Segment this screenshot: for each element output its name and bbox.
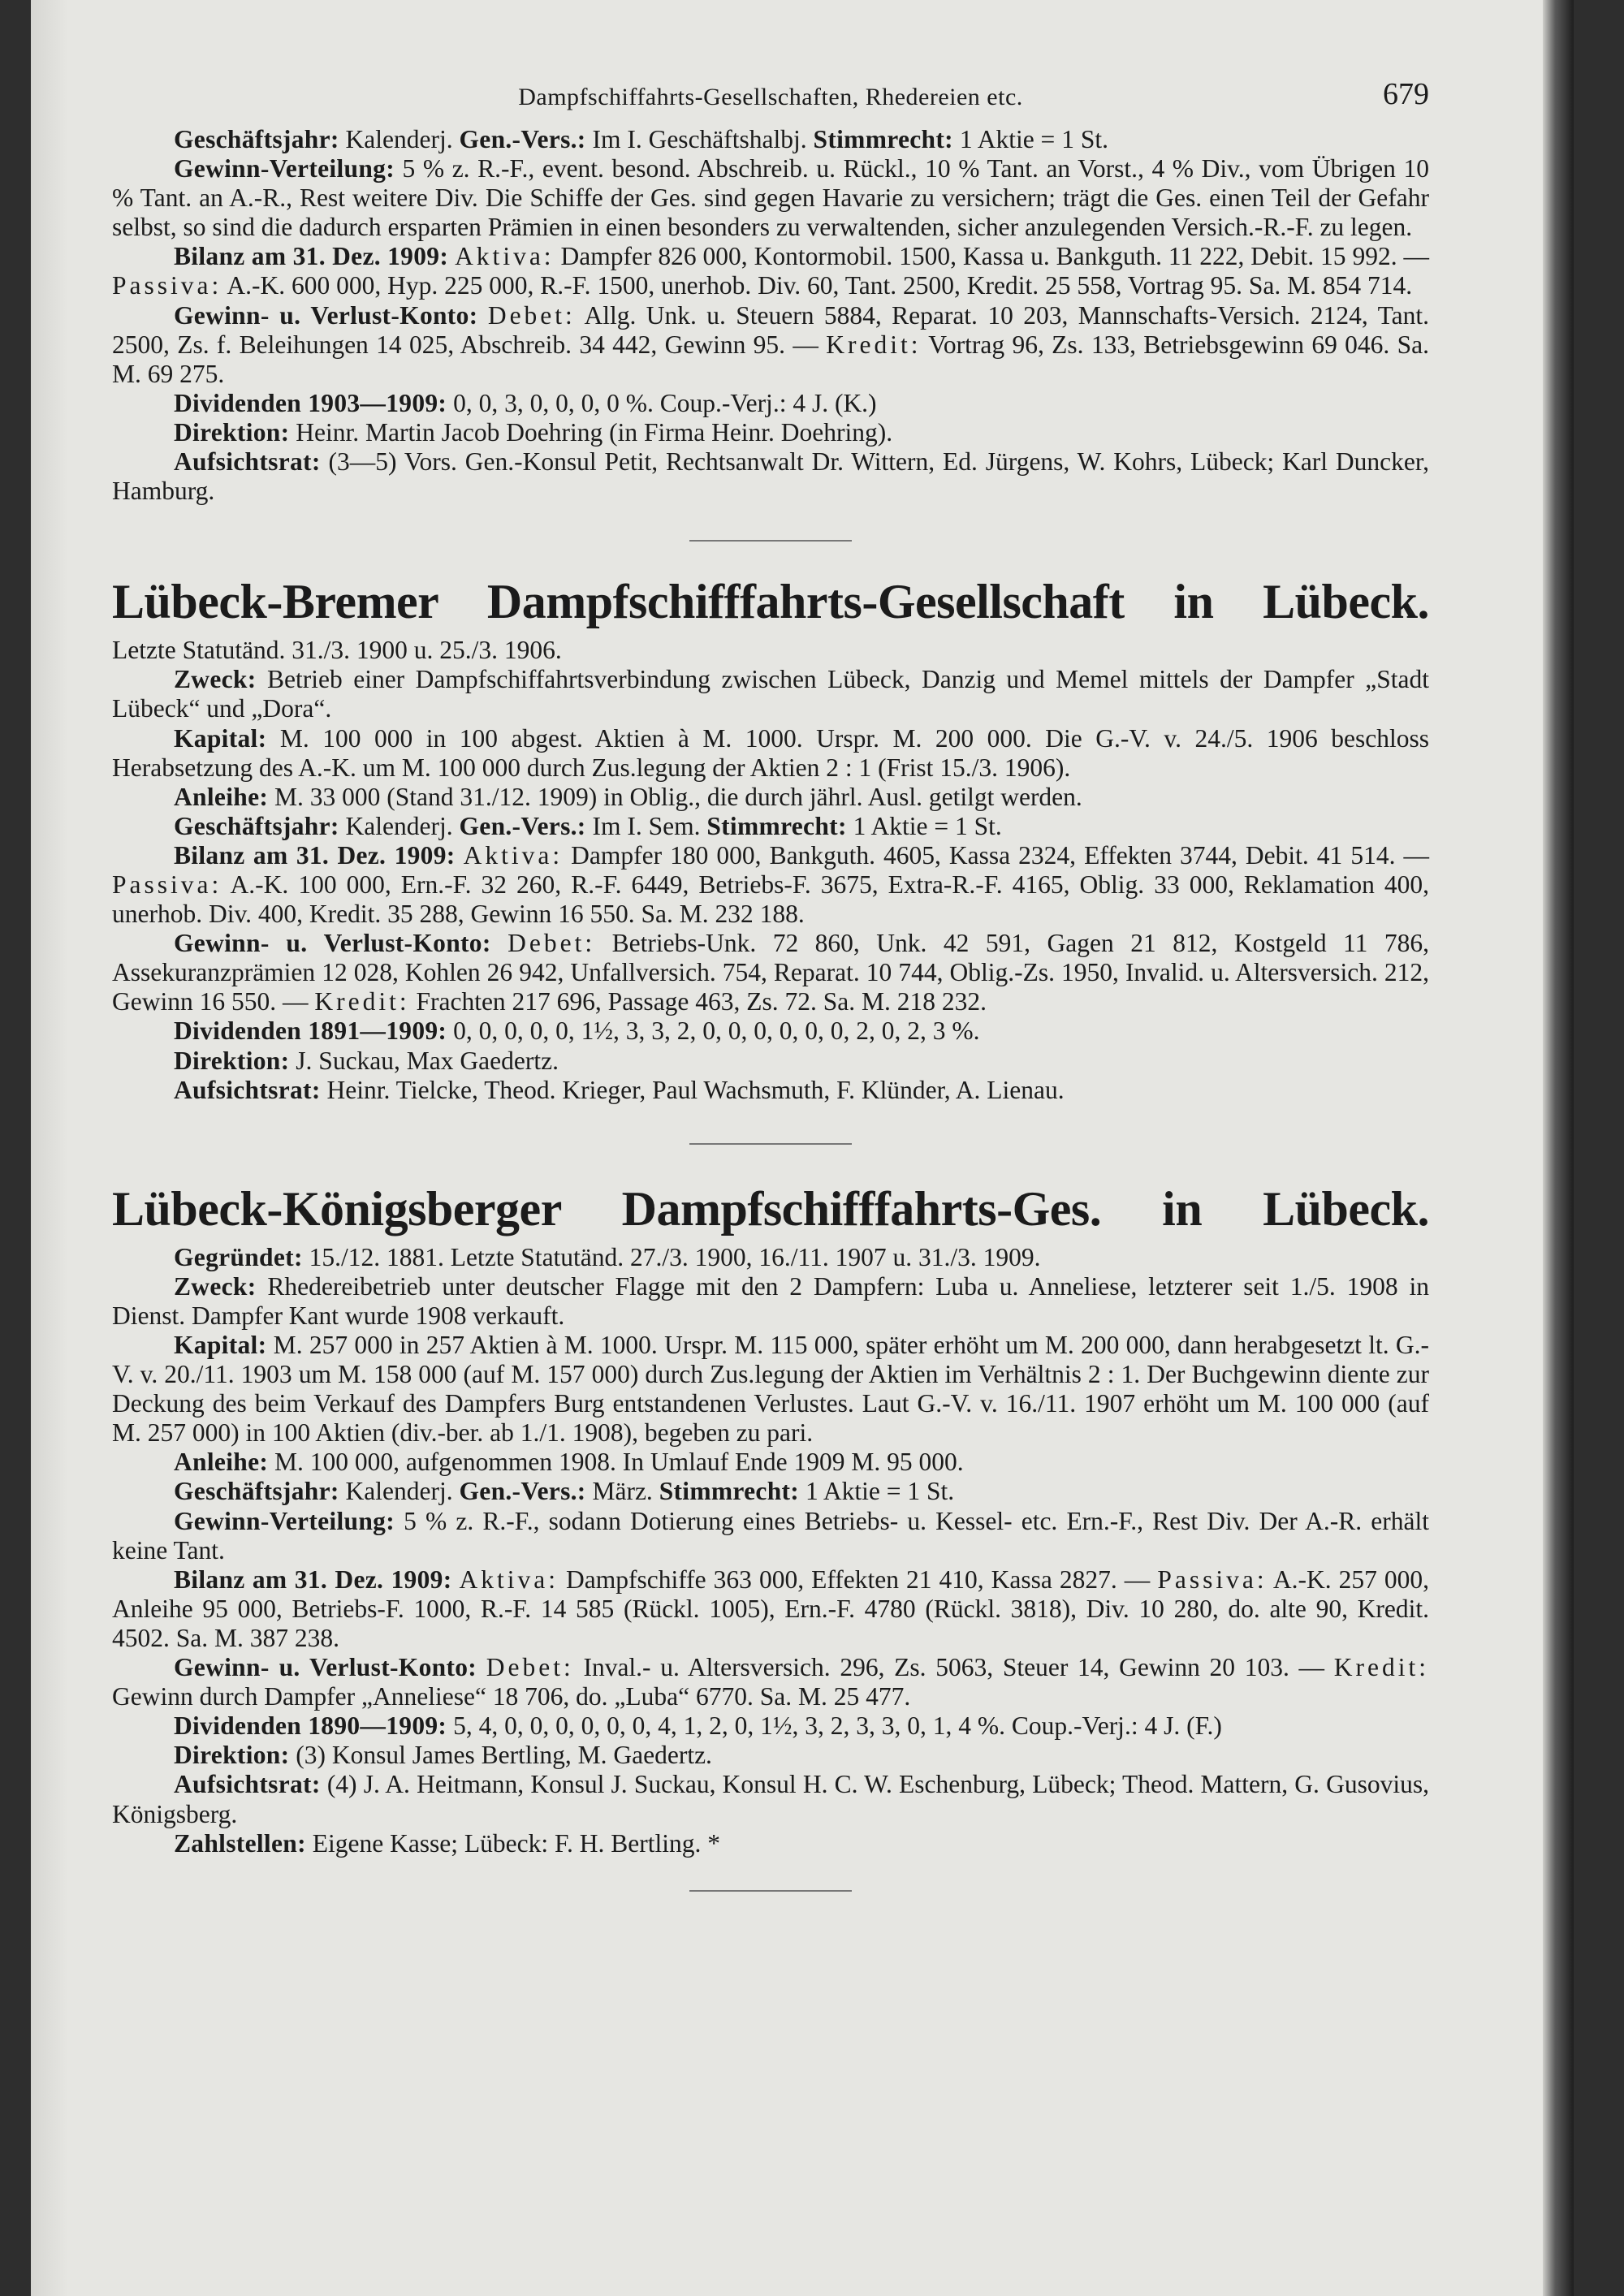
field-label: Aufsichtsrat: bbox=[174, 447, 321, 477]
spaced-label: Aktiva: bbox=[463, 840, 564, 870]
field-label: Gewinn-Verteilung: bbox=[174, 154, 395, 183]
spaced-label: Passiva: bbox=[1157, 1564, 1268, 1594]
field-text: A.-K. 600 000, Hyp. 225 000, R.-F. 1500, unerhob. Div. 60, Tant. 2500, Kredit. 25 558, Vortrag 95. Sa. M. 854 714. bbox=[222, 271, 1413, 300]
field-text: Kalenderj. bbox=[339, 1477, 460, 1506]
field-text: A.-K. 100 000, Ern.-F. 32 260, R.-F. 6449, Betriebs-F. 3675, Extra-R.-F. 4165, Oblig. 33 000, Reklamation 400, unerhob. Div. 400, Kredit. 35 288, Gewinn 16 550. Sa. M. 232 188. bbox=[112, 870, 1429, 929]
field-label: Stimmrecht: bbox=[659, 1477, 800, 1506]
field-text: (3—5) Vors. Gen.-Konsul Petit, Rechtsanwalt Dr. Wittern, Ed. Jürgens, W. Kohrs, Lübeck; Karl Duncker, Hamburg. bbox=[112, 447, 1429, 506]
field-label: Anleihe: bbox=[174, 782, 269, 811]
entry-paragraph bbox=[112, 1448, 1429, 1477]
field-text bbox=[491, 929, 508, 957]
entry-paragraph bbox=[112, 812, 1429, 841]
field-label: Gewinn- u. Verlust-Konto: bbox=[174, 1653, 477, 1682]
entry-paragraph bbox=[112, 242, 1429, 300]
field-text: M. 100 000, aufgenommen 1908. In Umlauf Ende 1909 M. 95 000. bbox=[268, 1448, 964, 1477]
field-label: Bilanz am 31. Dez. 1909: bbox=[174, 242, 449, 271]
field-text bbox=[477, 301, 487, 330]
field-text: M. 33 000 (Stand 31./12. 1909) in Oblig., die durch jährl. Ausl. getilgt werden. bbox=[268, 782, 1082, 811]
field-label: Gen.-Vers.: bbox=[459, 1477, 586, 1506]
company-title: Lübeck-Königsberger Dampfschifffahrts-Ges. in Lübeck. bbox=[112, 1181, 1429, 1236]
field-text: M. 257 000 in 257 Aktien à M. 1000. Urspr. M. 115 000, später erhöht um M. 200 000, dann herabgesetzt lt. G.-V. v. 20./11. 1903 um M. 158 000 (auf M. 157 000) durch Zus.legung der Aktien im Verhältnis 2 : 1. Der Buchgewinn diente zur Deckung des beim Verkauf des Dampfers Burg entstandenen Verlustes. Laut G.-V. v. 16./11. 1907 erhöht um M. 100 000 (auf M. 257 000) in 100 Aktien (div.-ber. ab 1./1. 1908), begeben zu pari. bbox=[112, 1331, 1429, 1448]
field-text: 1 Aktie = 1 St. bbox=[846, 811, 1002, 840]
field-text: Dampfschiffe 363 000, Effekten 21 410, Kassa 2827. — bbox=[559, 1564, 1158, 1594]
field-label: Aufsichtsrat: bbox=[174, 1770, 321, 1799]
field-label: Aufsichtsrat: bbox=[174, 1075, 321, 1104]
field-text: (4) J. A. Heitmann, Konsul J. Suckau, Konsul H. C. W. Eschenburg, Lübeck; Theod. Mattern, G. Gusovius, Königsberg. bbox=[112, 1770, 1429, 1828]
field-label: Dividenden 1891—1909: bbox=[174, 1016, 447, 1046]
field-text: Betriebs-Unk. 72 860, Unk. 42 591, Gagen 21 812, Kostgeld 11 786, Assekuranzprämien 12 028, Kohlen 26 942, Unfallversich. 754, Reparat. 10 744, Oblig.-Zs. 1950, Invalid. u. Altersversich. 212, Gewinn 16 550. — bbox=[112, 929, 1430, 1016]
entry-paragraph bbox=[112, 1507, 1429, 1565]
field-text: Letzte Statutänd. 31./3. 1900 u. 25./3. 1906. bbox=[112, 636, 562, 665]
field-label: Kapital: bbox=[174, 723, 267, 753]
field-text: 1 Aktie = 1 St. bbox=[799, 1477, 955, 1506]
field-label: Gewinn- u. Verlust-Konto: bbox=[174, 929, 491, 958]
divider-wrap bbox=[112, 506, 1429, 576]
running-head: Dampfschiffahrts-Gesellschaften, Rhedereien etc. bbox=[518, 84, 1023, 110]
field-label: Zahlstellen: bbox=[174, 1828, 306, 1858]
field-text bbox=[448, 242, 455, 270]
field-text: A.-K. 257 000, Anleihe 95 000, Betriebs-F. 1000, R.-F. 14 585 (Rückl. 1005), Ern.-F. 4780 (Rückl. 3818), Div. 10 280, do. alte 90, Kredit. 4502. Sa. M. 387 238. bbox=[112, 1564, 1430, 1652]
section-divider bbox=[689, 1143, 852, 1145]
section-divider bbox=[689, 1890, 852, 1892]
entry-paragraph bbox=[112, 636, 1429, 665]
field-text bbox=[456, 841, 464, 870]
field-label: Stimmrecht: bbox=[813, 125, 953, 153]
field-label: Direktion: bbox=[174, 1046, 290, 1075]
entry-paragraph bbox=[112, 389, 1429, 418]
entry-paragraph bbox=[112, 724, 1429, 783]
field-text: März. bbox=[585, 1477, 659, 1506]
field-label: Direktion: bbox=[174, 1741, 290, 1770]
entry-paragraph bbox=[112, 1243, 1429, 1272]
field-text: J. Suckau, Max Gaedertz. bbox=[289, 1046, 559, 1075]
entry-paragraph bbox=[112, 1016, 1429, 1046]
entry-paragraph bbox=[112, 1741, 1429, 1770]
field-label: Geschäftsjahr: bbox=[174, 1477, 339, 1506]
company-entry bbox=[112, 1243, 1429, 1858]
entry-paragraph bbox=[112, 783, 1429, 812]
entry-paragraph bbox=[112, 1653, 1429, 1711]
field-text: Kalenderj. bbox=[339, 125, 460, 153]
field-text: M. 100 000 in 100 abgest. Aktien à M. 1000. Urspr. M. 200 000. Die G.-V. v. 24./5. 1906 beschloss Herabsetzung des A.-K. um M. 100 000 durch Zus.legung der Aktien 2 : 1 (Frist 15./3. 1906). bbox=[112, 723, 1429, 782]
field-text: Dampfer 180 000, Bankguth. 4605, Kassa 2324, Effekten 3744, Debit. 41 514. — bbox=[563, 840, 1430, 870]
field-label: Direktion: bbox=[174, 417, 290, 447]
field-label: Anleihe: bbox=[174, 1448, 269, 1477]
page-header bbox=[112, 67, 1429, 115]
spaced-label: Kredit: bbox=[826, 330, 922, 359]
page-number: 679 bbox=[1383, 77, 1429, 111]
field-text: Gewinn durch Dampfer „Anneliese“ 18 706, do. „Luba“ 6770. Sa. M. 25 477. bbox=[112, 1682, 911, 1711]
field-text bbox=[477, 1653, 486, 1681]
field-label: Stimmrecht: bbox=[706, 811, 847, 840]
field-text: Im I. Geschäftshalbj. bbox=[585, 125, 814, 153]
field-label: Zweck: bbox=[174, 1271, 257, 1301]
field-text bbox=[452, 1565, 460, 1594]
field-text: Heinr. Tielcke, Theod. Krieger, Paul Wachsmuth, F. Klünder, A. Lienau. bbox=[320, 1075, 1065, 1104]
field-label: Kapital: bbox=[174, 1331, 267, 1359]
spaced-label: Aktiva: bbox=[459, 1564, 559, 1594]
entry-paragraph bbox=[112, 665, 1429, 723]
entry-paragraph bbox=[112, 1829, 1429, 1858]
spaced-label: Passiva: bbox=[112, 870, 222, 899]
field-text: Frachten 217 696, Passage 463, Zs. 72. Sa. M. 218 232. bbox=[409, 987, 987, 1016]
field-label: Gen.-Vers.: bbox=[459, 125, 586, 153]
field-text: Allg. Unk. u. Steuern 5884, Reparat. 10 203, Mannschafts-Versich. 2124, Tant. 2500, Zs. f. Beleihungen 14 025, Abschreib. 34 442, Gewinn 95. — bbox=[112, 300, 1429, 359]
entry-paragraph bbox=[112, 418, 1429, 447]
field-text: Kalenderj. bbox=[339, 811, 460, 840]
field-text: 5 % z. R.-F., sodann Dotierung eines Betriebs- u. Kessel- etc. Ern.-F., Rest Div. Der A.-R. erhält keine Tant. bbox=[112, 1506, 1429, 1564]
field-text: 15./12. 1881. Letzte Statutänd. 27./3. 1900, 16./11. 1907 u. 31./3. 1909. bbox=[302, 1242, 1041, 1271]
entry-paragraph bbox=[112, 1047, 1429, 1076]
entry-paragraph bbox=[112, 1272, 1429, 1331]
entry-paragraph bbox=[112, 1477, 1429, 1506]
spaced-label: Passiva: bbox=[112, 271, 222, 300]
field-text: Rhedereibetrieb unter deutscher Flagge mit den 2 Dampfern: Luba u. Anneliese, letzterer seit 1./5. 1908 in Dienst. Dampfer Kant wurde 1908 verkauft. bbox=[112, 1271, 1429, 1330]
divider-wrap bbox=[112, 1105, 1429, 1183]
field-label: Gewinn-Verteilung: bbox=[174, 1506, 395, 1535]
spaced-label: Debet: bbox=[486, 1653, 574, 1682]
binding-gutter bbox=[1543, 0, 1574, 2296]
field-label: Zweck: bbox=[174, 665, 257, 694]
entry-paragraph bbox=[112, 1076, 1429, 1105]
field-text: 5 % z. R.-F., event. besond. Abschreib. u. Rückl., 10 % Tant. an Vorst., 4 % Div., vom Übrigen 10 % Tant. an A.-R., Rest weitere Div. Die Schiffe der Ges. sind gegen Havarie zu versichern; trägt die Ges. einen Teil der Gefahr selbst, so sind die dadurch ersparten Prämien in einen besonders zu verwaltenden, sicher anzulegenden Versich.-R.-F. zu legen. bbox=[112, 154, 1429, 242]
company-title: Lübeck-Bremer Dampfschifffahrts-Gesellschaft in Lübeck. bbox=[112, 575, 1429, 629]
field-label: Geschäftsjahr: bbox=[174, 811, 339, 840]
spaced-label: Kredit: bbox=[1333, 1653, 1429, 1682]
divider-wrap bbox=[112, 1858, 1429, 1923]
field-text: 0, 0, 0, 0, 0, 1½, 3, 3, 2, 0, 0, 0, 0, 0, 0, 2, 0, 2, 3 %. bbox=[447, 1016, 980, 1046]
field-text: 0, 0, 3, 0, 0, 0, 0 %. Coup.-Verj.: 4 J. (K.) bbox=[447, 388, 877, 417]
field-label: Gen.-Vers.: bbox=[459, 811, 586, 840]
field-text: 5, 4, 0, 0, 0, 0, 0, 0, 4, 1, 2, 0, 1½, 3, 2, 3, 3, 0, 1, 4 %. Coup.-Verj.: 4 J. (F.) bbox=[447, 1711, 1222, 1741]
field-text: (3) Konsul James Bertling, M. Gaedertz. bbox=[289, 1741, 712, 1770]
field-text: Vortrag 96, Zs. 133, Betriebsgewinn 69 046. Sa. M. 69 275. bbox=[112, 330, 1429, 388]
field-label: Bilanz am 31. Dez. 1909: bbox=[174, 1564, 452, 1594]
entry-paragraph bbox=[112, 1331, 1429, 1448]
entry-paragraph bbox=[112, 1565, 1429, 1653]
field-text: Inval.- u. Altersversich. 296, Zs. 5063, Steuer 14, Gewinn 20 103. — bbox=[573, 1653, 1334, 1682]
field-text: Im I. Sem. bbox=[585, 811, 707, 840]
spaced-label: Debet: bbox=[508, 929, 596, 958]
entry-paragraph bbox=[112, 929, 1429, 1016]
entry-paragraph bbox=[112, 1770, 1429, 1828]
spaced-label: Kredit: bbox=[314, 987, 410, 1016]
scanned-page bbox=[31, 0, 1574, 2296]
section-divider bbox=[689, 540, 852, 542]
field-label: Gewinn- u. Verlust-Konto: bbox=[174, 300, 478, 330]
field-text: 1 Aktie = 1 St. bbox=[952, 125, 1108, 153]
field-text: Heinr. Martin Jacob Doehring (in Firma Heinr. Doehring). bbox=[289, 417, 893, 447]
field-text: Eigene Kasse; Lübeck: F. H. Bertling. * bbox=[305, 1828, 720, 1858]
entry-paragraph bbox=[112, 447, 1429, 506]
entry-paragraph bbox=[112, 841, 1429, 929]
entry-paragraph bbox=[112, 1711, 1429, 1741]
entry-paragraph bbox=[112, 154, 1429, 242]
continued-entry bbox=[112, 125, 1429, 506]
spaced-label: Debet: bbox=[487, 300, 576, 330]
entry-paragraph bbox=[112, 301, 1429, 389]
field-text: Betrieb einer Dampfschiffahrtsverbindung zwischen Lübeck, Danzig und Memel mittels der Dampfer „Stadt Lübeck“ und „Dora“. bbox=[112, 665, 1429, 723]
field-label: Gegründet: bbox=[174, 1242, 303, 1271]
company-entry bbox=[112, 636, 1429, 1105]
spaced-label: Aktiva: bbox=[455, 242, 555, 271]
field-text: Dampfer 826 000, Kontormobil. 1500, Kassa u. Bankguth. 11 222, Debit. 15 992. — bbox=[554, 242, 1430, 271]
field-label: Geschäftsjahr: bbox=[174, 125, 339, 153]
field-label: Dividenden 1903—1909: bbox=[174, 388, 447, 417]
field-label: Dividenden 1890—1909: bbox=[174, 1711, 447, 1741]
entry-paragraph bbox=[112, 125, 1429, 154]
page-text bbox=[112, 67, 1429, 1923]
field-label: Bilanz am 31. Dez. 1909: bbox=[174, 840, 456, 870]
